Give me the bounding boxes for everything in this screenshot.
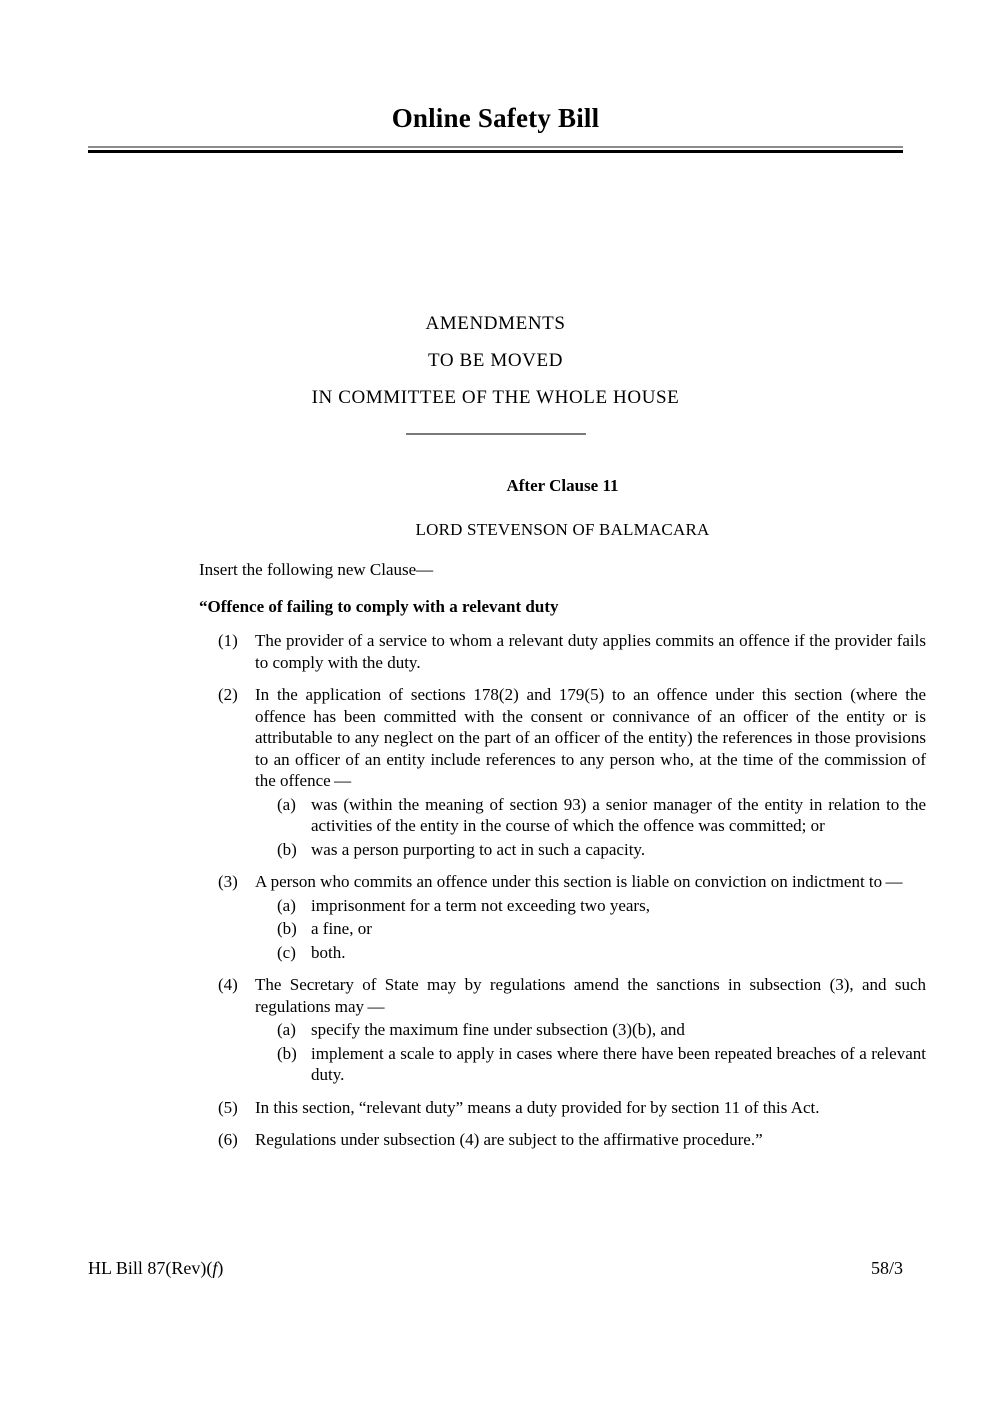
subitem-marker: (b) — [277, 919, 297, 938]
subitem — [255, 794, 926, 837]
amendment-sponsor: LORD STEVENSON OF BALMACARA — [415, 520, 710, 539]
subitem-text: specify the maximum fine under subsection (3)(b), and — [311, 1020, 685, 1039]
subsection-text: The Secretary of State may by regulations amend the sanctions in subsection (3), and such regulations may — — [255, 975, 926, 1016]
subitem — [255, 895, 926, 917]
subitem — [255, 918, 926, 940]
subitem-marker: (c) — [277, 942, 296, 962]
subitem-text: implement a scale to apply in cases where there have been repeated breaches of a relevant duty. — [311, 1043, 926, 1084]
subsection-item — [199, 684, 926, 860]
bill-reference-prefix: HL Bill 87(Rev)( — [88, 1258, 213, 1278]
subsection-marker: (4) — [218, 975, 238, 994]
subsection-marker: (6) — [218, 1130, 238, 1149]
page-title: Online Safety Bill — [391, 103, 600, 133]
amendments-heading-block — [0, 305, 991, 416]
subitem-text: a fine, or — [311, 919, 372, 938]
heading-line-to-be-moved: TO BE MOVED — [427, 350, 564, 371]
amendment-instruction: Insert the following new Clause— — [199, 560, 434, 579]
subitem-text: was (within the meaning of section 93) a senior manager of the entity in relation to the activities of the entity in the course of which the offence was committed; or — [311, 794, 926, 835]
heading-short-divider — [406, 433, 586, 435]
subsection-item — [199, 1097, 926, 1119]
subsection-text: A person who commits an offence under this section is liable on conviction on indictment to — — [255, 872, 903, 891]
subitem-text: both. — [311, 942, 346, 962]
subsection-marker: (3) — [218, 872, 238, 891]
subitem-text: was a person purporting to act in such a capacity. — [311, 839, 646, 859]
subsection-marker: (2) — [218, 685, 238, 704]
subsection-text: Regulations under subsection (4) are subject to the affirmative procedure.” — [255, 1130, 763, 1149]
subitem-list — [255, 794, 926, 861]
subitem-list — [255, 895, 926, 964]
subitem-marker: (a) — [277, 794, 296, 814]
subitem-text: imprisonment for a term not exceeding two years, — [311, 895, 650, 915]
subsection-text: In the application of sections 178(2) and 179(5) to an offence under this section (where the offence has been committed with the consent or connivance of an officer of the entity or is attributable to any neglect on the part of an officer of the entity) the references in those provisions to an officer of an entity include references to any person who, at the time of the commission of the offence — — [255, 685, 926, 790]
subitem-marker: (b) — [277, 839, 297, 859]
subsection-item — [199, 974, 926, 1086]
clause-reference: After Clause 11 — [506, 476, 619, 495]
amendment-block — [199, 475, 926, 1162]
subsection-text: The provider of a service to whom a relevant duty applies commits an offence if the provider fails to comply with the duty. — [255, 631, 926, 672]
page-number: 58/3 — [870, 1258, 903, 1278]
heading-line-amendments: AMENDMENTS — [425, 313, 566, 334]
subitem — [255, 1019, 926, 1041]
bill-reference-revision-letter: f — [212, 1258, 218, 1278]
subitem-marker: (b) — [277, 1043, 297, 1063]
bill-reference-suffix: ) — [217, 1258, 224, 1278]
page-footer — [88, 1258, 903, 1279]
title-divider-thick-line — [88, 150, 903, 153]
subsection-text: In this section, “relevant duty” means a duty provided for by section 11 of this Act. — [255, 1097, 820, 1117]
subitem-marker: (a) — [277, 895, 296, 915]
subsection-list — [199, 630, 926, 1151]
subitem-list — [255, 1019, 926, 1086]
subitem — [255, 839, 926, 861]
subsection-marker: (1) — [218, 631, 238, 650]
subsection-marker: (5) — [218, 1097, 238, 1117]
bill-reference — [88, 1258, 223, 1279]
subsection-item — [199, 1129, 926, 1151]
subsection-item — [199, 630, 926, 673]
heading-line-in-committee: IN COMMITTEE OF THE WHOLE HOUSE — [311, 387, 680, 408]
title-divider — [88, 146, 903, 153]
subitem — [255, 942, 926, 964]
subitem — [255, 1043, 926, 1086]
subitem-marker: (a) — [277, 1020, 296, 1039]
subsection-item — [199, 871, 926, 963]
new-clause-title: “Offence of failing to comply with a relevant duty — [199, 597, 559, 616]
